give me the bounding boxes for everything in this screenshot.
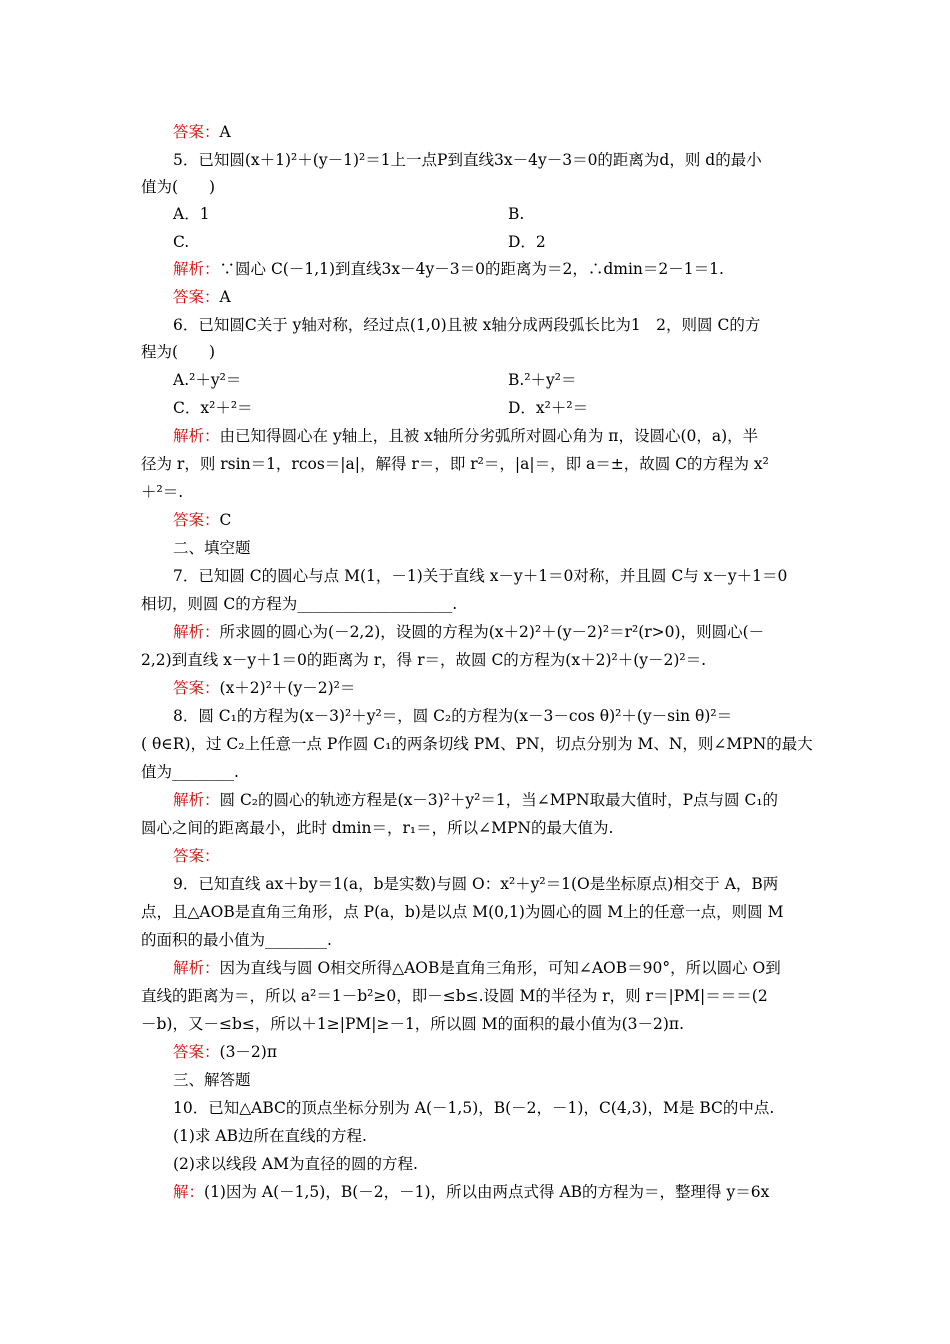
labeled-line — [173, 1182, 769, 1202]
line-label: 答案： — [173, 511, 220, 529]
line-label: 解析： — [173, 623, 220, 641]
line-label: 答案： — [173, 847, 220, 865]
labeled-line — [173, 678, 355, 698]
line-label: 解析： — [173, 260, 220, 278]
text-line — [141, 342, 215, 362]
line-text: ( θ∈R)，过 C₂上任意一点 P作圆 C₁的两条切线 PM、PN，切点分别为 M、N，则∠MPN的最大 — [141, 735, 813, 753]
line-text: 点，且△AOB是直角三角形，点 P(a，b)是以点 M(0,1)为圆心的圆 M上的任意一点，则圆 M — [141, 903, 784, 921]
line-text: 因为直线与圆 O相交所得△AOB是直角三角形，可知∠AOB＝90°，所以圆心 O到 — [219, 959, 781, 977]
labeled-line — [173, 287, 231, 307]
text-line — [141, 734, 813, 754]
line-text: 相切，则圆 C的方程为____________________. — [141, 595, 458, 613]
line-text: ＋²＝. — [141, 483, 184, 501]
text-line — [141, 930, 332, 950]
text-line — [173, 150, 762, 170]
text-line — [141, 482, 183, 502]
option-right: B. — [508, 205, 525, 223]
line-text: C. — [173, 233, 190, 251]
text-line — [173, 370, 241, 390]
line-text: 8．圆 C₁的方程为(x－3)²＋y²＝，圆 C₂的方程为(x－3－cos θ)²＋(y－sin θ)²＝ — [173, 707, 733, 725]
line-text: (1)求 AB边所在直线的方程. — [173, 1127, 367, 1145]
labeled-line — [173, 958, 781, 978]
line-text: (2)求以线段 AM为直径的圆的方程. — [173, 1155, 418, 1173]
text-line — [173, 706, 732, 726]
text-line — [173, 1126, 367, 1146]
line-text: A.²＋y²＝ — [173, 371, 242, 389]
labeled-line — [173, 122, 231, 142]
text-line — [173, 204, 210, 224]
line-text: A — [219, 288, 231, 306]
labeled-line — [173, 790, 778, 810]
labeled-line — [173, 426, 758, 446]
line-label: 答案： — [173, 288, 220, 306]
line-text: 5．已知圆(x＋1)²＋(y－1)²＝1上一点P到直线3x－4y－3＝0的距离为d，则 d的最小 — [173, 151, 762, 169]
text-line — [173, 232, 189, 252]
labeled-line — [173, 510, 231, 530]
line-text: 三、解答题 — [173, 1071, 251, 1089]
line-text: 2,2)到直线 x－y＋1＝0的距离为 r，得 r＝，故圆 C的方程为(x＋2)²＋(y－2)²＝. — [141, 651, 707, 669]
labeled-line — [173, 259, 724, 279]
option-right: D．x²＋²＝ — [508, 399, 589, 417]
line-text: 所求圆的圆心为(－2,2)，设圆的方程为(x＋2)²＋(y－2)²＝r²(r>0)，则圆心(－ — [219, 623, 765, 641]
line-text: 6．已知圆C关于 y轴对称，经过点(1,0)且被 x轴分成两段弧长比为1 2，则圆 C的方 — [173, 316, 761, 334]
line-text: 程为( ) — [141, 343, 216, 361]
labeled-line — [173, 1042, 277, 1062]
line-text: ∵圆心 C(－1,1)到直线3x－4y－3＝0的距离为＝2，∴dmin＝2－1＝1. — [219, 260, 724, 278]
text-line — [173, 874, 778, 894]
line-text: 值为________. — [141, 763, 239, 781]
line-label: 答案： — [173, 679, 220, 697]
line-text: A．1 — [173, 205, 210, 223]
text-line — [141, 454, 769, 474]
line-text: A — [219, 123, 231, 141]
text-line — [141, 762, 239, 782]
line-label: 解析： — [173, 427, 220, 445]
text-line — [173, 538, 251, 558]
labeled-line — [173, 622, 764, 642]
line-text: 的面积的最小值为________. — [141, 931, 332, 949]
text-line — [141, 986, 768, 1006]
text-line — [173, 1098, 774, 1118]
line-text: (1)因为 A(－1,5)，B(－2，－1)，所以由两点式得 AB的方程为＝，整理得 y＝6x — [204, 1183, 770, 1201]
line-label: 解析： — [173, 959, 220, 977]
line-text: 径为 r，则 rsin＝1，rcos＝|a|，解得 r＝，即 r²＝，|a|＝，即 a＝±，故圆 C的方程为 x² — [141, 455, 769, 473]
line-text: (3－2)π — [219, 1043, 278, 1061]
text-line — [141, 650, 706, 670]
text-line — [141, 1014, 684, 1034]
line-text: 由已知得圆心在 y轴上，且被 x轴所分劣弧所对圆心角为 π，设圆心(0，a)，半 — [219, 427, 759, 445]
line-text: 圆 C₂的圆心的轨迹方程是(x－3)²＋y²＝1，当∠MPN取最大值时，P点与圆 C₁的 — [219, 791, 779, 809]
line-label: 答案： — [173, 123, 220, 141]
text-line — [141, 818, 613, 838]
line-text: C．x²＋²＝ — [173, 399, 253, 417]
line-text: 值为( ) — [141, 178, 216, 196]
line-text: (x＋2)²＋(y－2)²＝ — [219, 679, 356, 697]
line-text: 二、填空题 — [173, 539, 251, 557]
option-right: B.²＋y²＝ — [508, 371, 577, 389]
text-line — [141, 177, 215, 197]
text-line — [173, 315, 760, 335]
line-text: 7．已知圆 C的圆心与点 M(1，－1)关于直线 x－y＋1＝0对称，并且圆 C与 x－y＋1＝0 — [173, 567, 788, 585]
text-line — [141, 902, 783, 922]
line-text: 圆心之间的距离最小，此时 dmin＝，r₁＝，所以∠MPN的最大值为. — [141, 819, 614, 837]
text-line — [173, 566, 787, 586]
line-label: 答案： — [173, 1043, 220, 1061]
option-right: D．2 — [508, 233, 546, 251]
line-text: C — [219, 511, 232, 529]
line-label: 解： — [173, 1183, 205, 1201]
text-line — [173, 398, 253, 418]
labeled-line — [173, 846, 220, 866]
line-text: 9．已知直线 ax＋by＝1(a，b是实数)与圆 O：x²＋y²＝1(O是坐标原点)相交于 A，B两 — [173, 875, 779, 893]
text-line — [173, 1070, 251, 1090]
line-text: 直线的距离为＝，所以 a²＝1－b²≥0，即－≤b≤.设圆 M的半径为 r，则 r＝|PM|＝＝＝(2 — [141, 987, 768, 1005]
line-label: 解析： — [173, 791, 220, 809]
text-line — [173, 1154, 418, 1174]
text-line — [141, 594, 457, 614]
line-text: －b)，又－≤b≤，所以＋1≥|PM|≥－1，所以圆 M的面积的最小值为(3－2)π. — [141, 1015, 685, 1033]
line-text: 10．已知△ABC的顶点坐标分别为 A(－1,5)，B(－2，－1)，C(4,3)，M是 BC的中点. — [173, 1099, 775, 1117]
